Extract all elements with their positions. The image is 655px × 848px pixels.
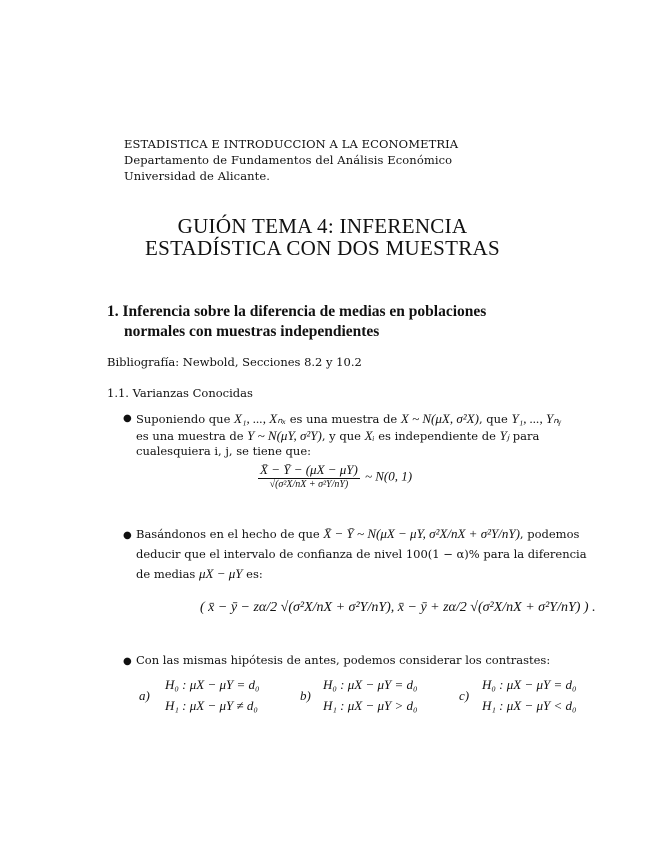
- section-heading: 1. Inferencia sobre la diferencia de medias en poblaciones: [107, 303, 487, 320]
- formula-numerator: X̄ − Ȳ − (μX − μY): [260, 462, 358, 477]
- text: , que: [478, 412, 512, 426]
- university-name: Universidad de Alicante.: [124, 169, 271, 183]
- standardized-formula: [258, 462, 412, 490]
- bullet2-line3: [136, 566, 263, 582]
- contrast-a-label: a): [139, 688, 150, 703]
- math: μX − μY: [199, 566, 243, 581]
- math: X ~ N(μX, σ²X): [400, 411, 479, 426]
- formula-rhs: ~ N(0, 1): [364, 468, 413, 484]
- text: para: [509, 429, 540, 443]
- department-name: Departamento de Fundamentos del Análisis Económico: [124, 153, 453, 167]
- document-title-line2: ESTADÍSTICA CON DOS MUESTRAS: [144, 236, 500, 260]
- math: X̄ − Ȳ ~ N(μX − μY, σ²X/nX + σ²Y/nY): [323, 526, 520, 541]
- contrast-a-h0: H₀ : μX − μY = d₀: [165, 677, 260, 692]
- contrast-a-h1: H₁ : μX − μY ≠ d₀: [165, 698, 258, 713]
- formula-denominator: √(σ²X/nX + σ²Y/nY): [269, 479, 349, 490]
- bibliography: Bibliografía: Newbold, Secciones 8.2 y 10.2: [107, 355, 362, 369]
- math: Y₁, ..., Yₙᵧ: [511, 411, 562, 426]
- bullet1-line2: [136, 428, 539, 444]
- bullet2-line2: deducir que el intervalo de confianza de nivel 100(1 − α)% para la diferencia: [136, 547, 587, 561]
- text: de medias: [136, 567, 199, 581]
- contrast-b-h0: H₀ : μX − μY = d₀: [323, 677, 418, 692]
- bullet2-line1: [136, 526, 579, 542]
- bullet-icon: ●: [123, 413, 132, 424]
- text: Suponiendo que: [136, 412, 235, 426]
- math: Yⱼ: [499, 428, 510, 443]
- text: , y que: [321, 429, 365, 443]
- text: , podemos: [519, 527, 580, 541]
- math: Xᵢ: [364, 428, 375, 443]
- contrast-b-h1: H₁ : μX − μY > d₀: [323, 698, 418, 713]
- contrast-c-h1: H₁ : μX − μY < d₀: [482, 698, 577, 713]
- text: es una muestra de: [286, 412, 401, 426]
- contrast-c-label: c): [459, 688, 470, 703]
- bullet1-line3: cualesquiera i, j, se tiene que:: [136, 444, 311, 458]
- math: Y ~ N(μY, σ²Y): [247, 428, 322, 443]
- bullet1-line1: [136, 411, 561, 427]
- contrast-b-label: b): [300, 688, 311, 703]
- subsection-heading: 1.1. Varianzas Conocidas: [107, 386, 253, 400]
- text: es independiente de: [374, 429, 500, 443]
- contrast-c-h0: H₀ : μX − μY = d₀: [482, 677, 577, 692]
- bullet-icon: ●: [123, 656, 132, 667]
- math: X₁, ..., Xₙₓ: [234, 411, 287, 426]
- course-name: ESTADISTICA E INTRODUCCION A LA ECONOMETRIA: [124, 137, 459, 151]
- bullet3-text: Con las mismas hipótesis de antes, podemos considerar los contrastes:: [136, 653, 551, 667]
- section-heading-cont: normales con muestras independientes: [124, 323, 380, 340]
- text: es una muestra de: [136, 429, 248, 443]
- text: es:: [242, 567, 263, 581]
- confidence-interval-formula: ( x̄ − ȳ − zα/2 √(σ²X/nX + σ²Y/nY), x̄ − ȳ + zα/2 √(σ²X/nX + σ²Y/nY) ) .: [200, 600, 596, 615]
- document-title-line1: GUIÓN TEMA 4: INFERENCIA: [177, 214, 468, 238]
- bullet-icon: ●: [123, 530, 132, 541]
- text: Basándonos en el hecho de que: [136, 527, 324, 541]
